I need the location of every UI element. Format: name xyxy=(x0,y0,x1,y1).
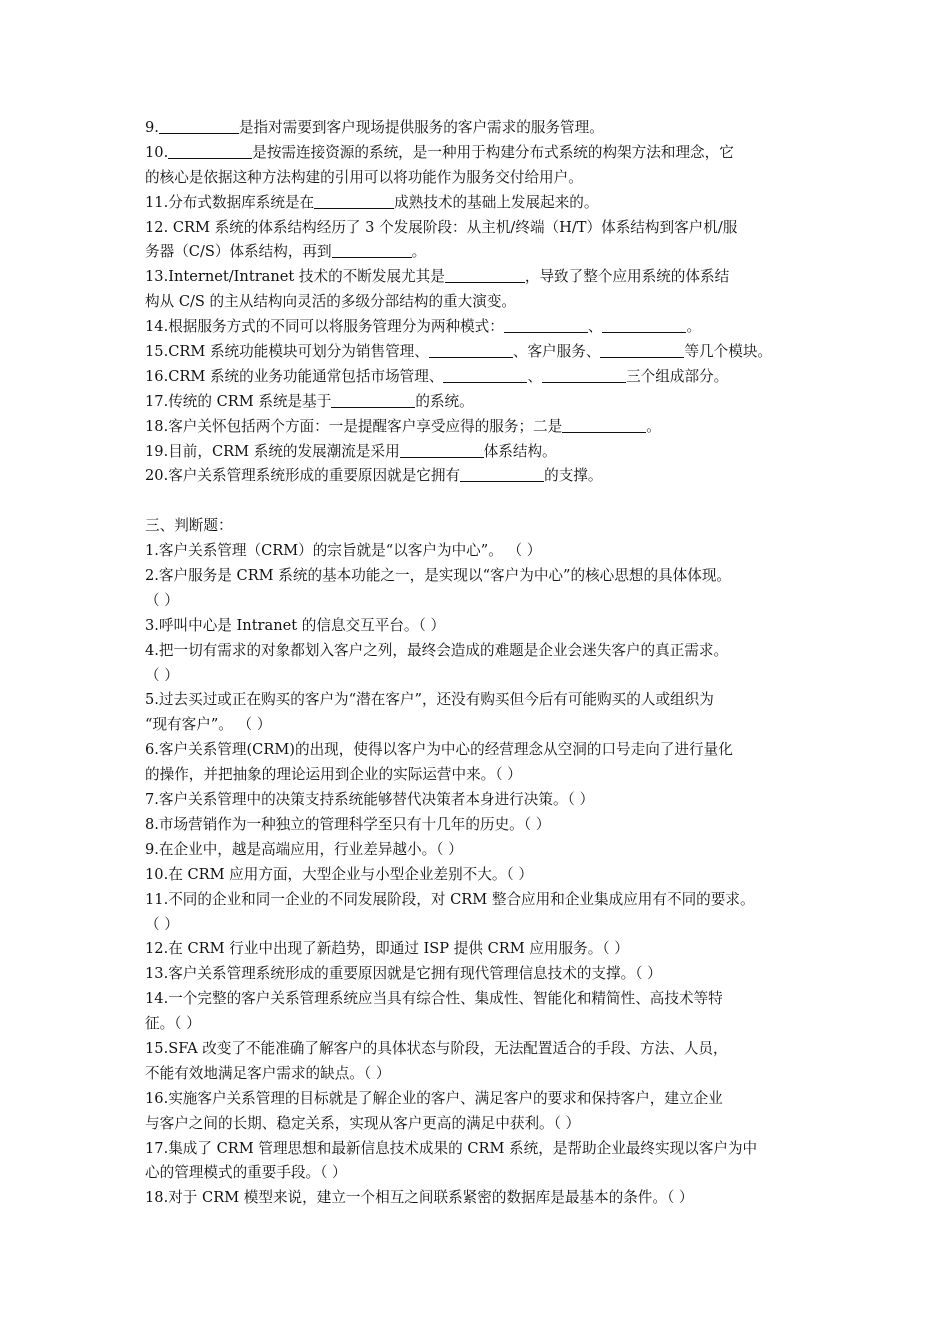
judge-item-cont: （ ） xyxy=(145,915,179,933)
judge-item: 14.一个完整的客户关系管理系统应当具有综合性、集成性、智能化和精简性、高技术等特 xyxy=(145,990,723,1008)
answer-blank[interactable] xyxy=(504,317,588,333)
judge-item-cont: （ ） xyxy=(145,666,179,684)
question-17: 17.传统的 CRM 系统是基于 的系统。 xyxy=(145,392,474,410)
answer-blank[interactable] xyxy=(332,242,412,258)
judge-item: 10.在 CRM 应用方面，大型企业与小型企业差别不大。（ ） xyxy=(145,865,533,883)
answer-blank[interactable] xyxy=(460,466,544,482)
question-12: 12. CRM 系统的体系结构经历了 3 个发展阶段：从主机/终端（H/T）体系结构到客户机/服 xyxy=(145,218,738,236)
judge-item: 7.客户关系管理中的决策支持系统能够替代决策者本身进行决策。（ ） xyxy=(145,791,595,809)
question-11: 11.分布式数据库系统是在 成熟技术的基础上发展起来的。 xyxy=(145,193,599,211)
judge-item-cont: 不能有效地满足客户需求的缺点。（ ） xyxy=(145,1064,391,1082)
answer-blank[interactable] xyxy=(542,367,626,383)
judge-item: 3.呼叫中心是 Intranet 的信息交互平台。（ ） xyxy=(145,616,446,634)
answer-blank[interactable] xyxy=(168,143,252,159)
question-18: 18.客户关怀包括两个方面：一是提醒客户享受应得的服务；二是 。 xyxy=(145,417,661,435)
judge-item-cont: 的操作，并把抽象的理论运用到企业的实际运营中来。（ ） xyxy=(145,766,522,784)
judge-item: 5.过去买过或正在购买的客户为“潜在客户”，还没有购买但今后有可能购买的人或组织为 xyxy=(145,691,714,709)
answer-blank[interactable] xyxy=(400,442,484,458)
judge-item: 17.集成了 CRM 管理思想和最新信息技术成果的 CRM 系统，是帮助企业最终实现以客户为中 xyxy=(145,1139,758,1157)
judge-item: 16.实施客户关系管理的目标就是了解企业的客户、满足客户的要求和保持客户，建立企业 xyxy=(145,1089,723,1107)
judge-item: 9.在企业中，越是高端应用，行业差异越小。（ ） xyxy=(145,840,463,858)
judgement-list xyxy=(145,539,810,1211)
question-13-cont: 构从 C/S 的主从结构向灵活的多级分部结构的重大演变。 xyxy=(145,293,517,311)
answer-blank[interactable] xyxy=(331,392,415,408)
section-spacer xyxy=(145,489,810,514)
judge-item: 6.客户关系管理(CRM)的出现，使得以客户为中心的经营理念从空洞的口号走向了进行量化 xyxy=(145,741,733,759)
question-12-cont: 务器（C/S）体系结构，再到 。 xyxy=(145,243,427,261)
answer-blank[interactable] xyxy=(562,417,646,433)
judge-item-cont: “现有客户”。 （ ） xyxy=(145,716,272,734)
question-10: 10. 是按需连接资源的系统，是一种用于构建分布式系统的构架方法和理念，它 xyxy=(145,143,734,161)
question-15: 15.CRM 系统功能模块可划分为销售管理、 、客户服务、 等几个模块。 xyxy=(145,343,773,361)
question-16: 16.CRM 系统的业务功能通常包括市场管理、 、 三个组成部分。 xyxy=(145,367,729,385)
question-10-cont: 的核心是依据这种方法构建的引用可以将功能作为服务交付给用户。 xyxy=(145,168,583,186)
judge-item: 11.不同的企业和同一企业的不同发展阶段，对 CRM 整合应用和企业集成应用有不同的要求。 xyxy=(145,890,755,908)
judge-item: 1.客户关系管理（CRM）的宗旨就是“以客户为中心”。 （ ） xyxy=(145,542,542,560)
judge-item: 4.把一切有需求的对象都划入客户之列，最终会造成的难题是企业会迷失客户的真正需求。 xyxy=(145,641,729,659)
judge-item-cont: 心的管理模式的重要手段。（ ） xyxy=(145,1164,347,1182)
judge-item-cont: 征。（ ） xyxy=(145,1015,201,1033)
answer-blank[interactable] xyxy=(443,367,527,383)
judge-item-cont: 与客户之间的长期、稳定关系，实现从客户更高的满足中获利。（ ） xyxy=(145,1114,581,1132)
judge-item: 15.SFA 改变了不能准确了解客户的具体状态与阶段，无法配置适合的手段、方法、人员， xyxy=(145,1039,728,1057)
judge-item: 18.对于 CRM 模型来说，建立一个相互之间联系紧密的数据库是最基本的条件。（ ） xyxy=(145,1189,694,1207)
question-14: 14.根据服务方式的不同可以将服务管理分为两种模式： 、 。 xyxy=(145,318,702,336)
answer-blank[interactable] xyxy=(602,317,686,333)
question-19: 19.目前，CRM 系统的发展潮流是采用 体系结构。 xyxy=(145,442,557,460)
answer-blank[interactable] xyxy=(600,342,684,358)
section-title: 三、判断题： xyxy=(145,517,233,535)
question-20: 20.客户关系管理系统形成的重要原因就是它拥有 的支撑。 xyxy=(145,467,603,485)
answer-blank[interactable] xyxy=(429,342,513,358)
judge-item: 12.在 CRM 行业中出现了新趋势，即通过 ISP 提供 CRM 应用服务。（ ） xyxy=(145,940,629,958)
judge-item: 8.市场营销作为一种独立的管理科学至只有十几年的历史。（ ） xyxy=(145,815,551,833)
answer-blank[interactable] xyxy=(445,267,525,283)
question-9: 9. 是指对需要到客户现场提供服务的客户需求的服务管理。 xyxy=(145,119,604,136)
answer-blank[interactable] xyxy=(159,118,239,134)
question-13: 13.Internet/Intranet 技术的不断发展尤其是 ，导致了整个应用系统的体系结 xyxy=(145,268,730,286)
document-page xyxy=(145,116,810,1211)
judge-item-cont: （ ） xyxy=(145,591,179,609)
judge-item: 2.客户服务是 CRM 系统的基本功能之一，是实现以“客户为中心”的核心思想的具体体现。 xyxy=(145,567,732,585)
answer-blank[interactable] xyxy=(314,193,394,209)
judge-item: 13.客户关系管理系统形成的重要原因就是它拥有现代管理信息技术的支撑。（ ） xyxy=(145,965,662,983)
